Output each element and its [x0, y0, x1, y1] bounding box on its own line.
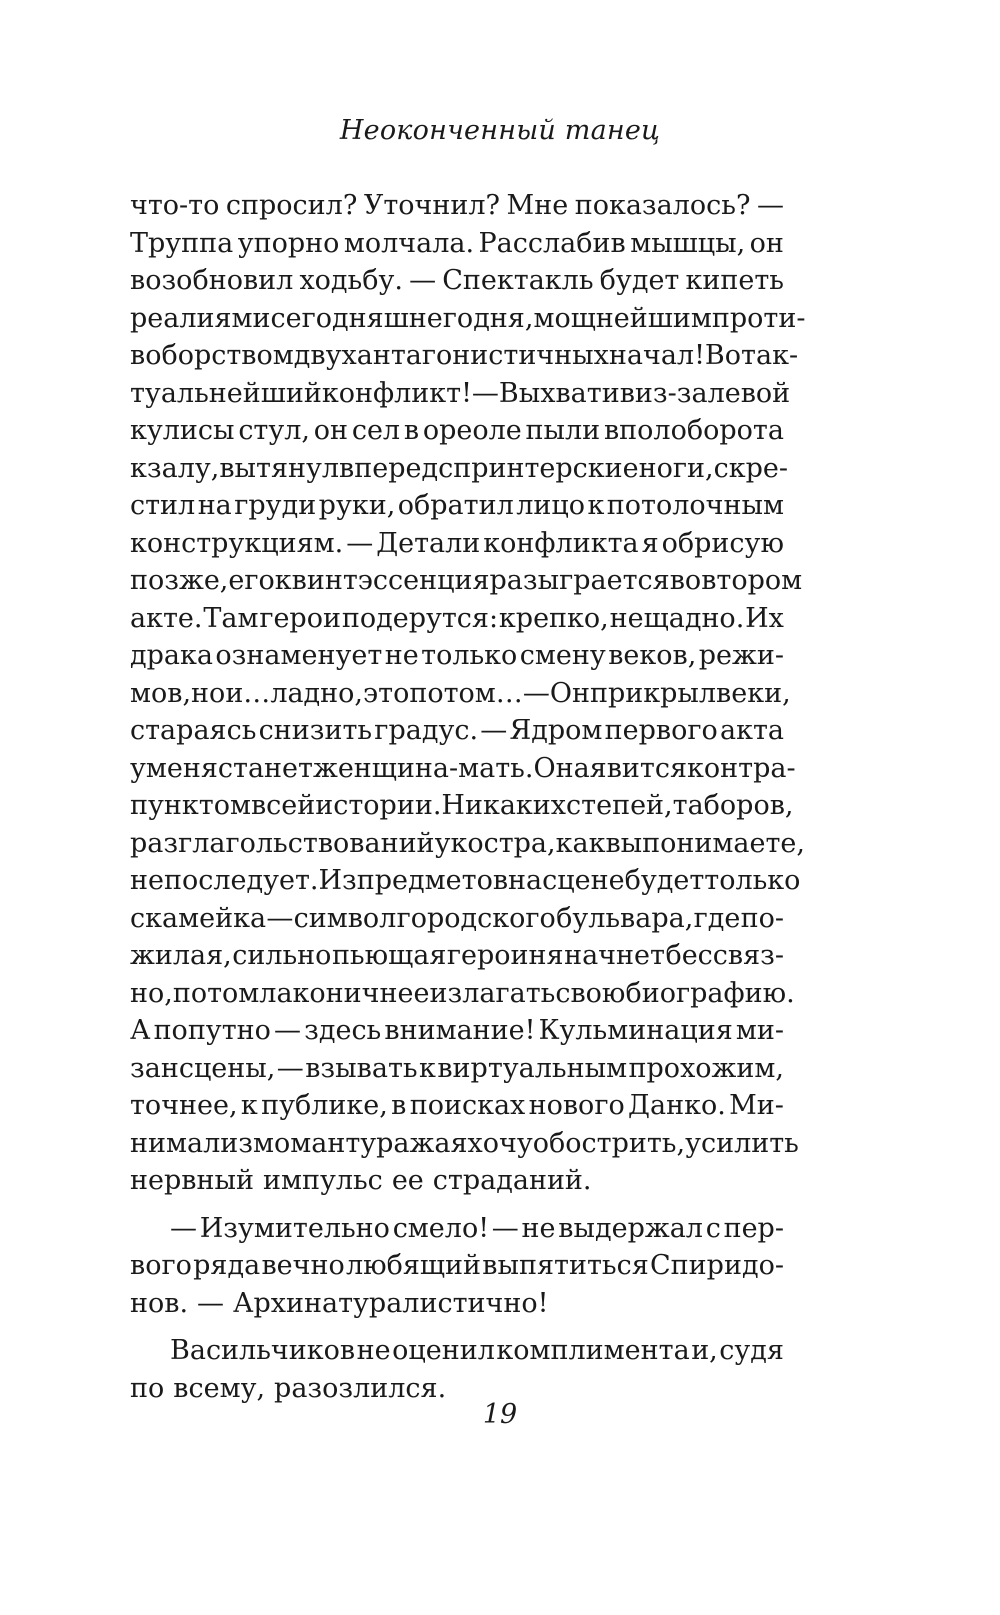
word: свою — [555, 977, 626, 1009]
word: разозлился. — [274, 1372, 447, 1404]
word: Из — [318, 865, 357, 896]
text-line — [130, 787, 794, 825]
word: ряда — [193, 1250, 261, 1281]
word: молчала. — [343, 227, 475, 259]
word: потолочным — [606, 490, 784, 521]
word: Никаких — [441, 790, 567, 821]
word: — — [197, 1287, 225, 1319]
text-line — [130, 1285, 784, 1323]
word: что-то — [130, 190, 220, 221]
word: костра, — [450, 827, 556, 859]
text-line — [130, 825, 805, 863]
word: мощнейшим — [533, 302, 712, 334]
word: у — [434, 827, 451, 859]
word: биографию. — [625, 977, 795, 1009]
text-line — [130, 637, 784, 675]
word: вперед — [339, 452, 439, 484]
word: это — [363, 677, 410, 709]
word: смену — [519, 640, 606, 671]
word: ходьбу. — [299, 265, 403, 296]
word: втором — [701, 565, 803, 596]
word: сегодняшнего — [270, 302, 474, 334]
word: залу, — [146, 452, 220, 484]
word: антуража — [311, 1127, 451, 1159]
word: Их — [745, 602, 784, 634]
word: кулисы — [130, 415, 235, 446]
word: и… — [225, 677, 271, 709]
word: реалиями — [130, 302, 271, 334]
word: будет — [599, 265, 680, 296]
word: — — [471, 377, 499, 409]
word: Расслабив — [478, 227, 626, 259]
word: хочу — [467, 1127, 533, 1159]
word: в — [403, 415, 420, 446]
word: явится — [589, 752, 687, 784]
word: ознаменует — [215, 640, 383, 671]
word: драка — [130, 640, 213, 671]
word: Архинатуралистично! — [233, 1287, 549, 1319]
text-line — [130, 1162, 784, 1200]
word: А — [130, 1015, 151, 1046]
word: судя — [719, 1335, 784, 1366]
text-line — [130, 1012, 784, 1050]
word: пунктом — [130, 790, 251, 821]
text-line — [130, 525, 784, 563]
word: нимализмом — [130, 1127, 312, 1159]
word: на — [508, 865, 543, 896]
text-line — [130, 412, 784, 450]
word: попутно — [153, 1015, 271, 1046]
word: нового — [528, 1090, 625, 1121]
word: Детали — [376, 527, 481, 559]
text-line — [130, 1247, 784, 1285]
word: Данко. — [628, 1090, 726, 1121]
text-line — [130, 1332, 784, 1370]
paragraph — [130, 1332, 784, 1407]
word: нещадно. — [609, 602, 745, 634]
word: я — [641, 527, 659, 559]
word: Кульминация — [538, 1015, 733, 1046]
word: конфликта — [483, 527, 639, 559]
word: ноги, — [638, 452, 714, 484]
word: всей — [250, 790, 316, 821]
word: дня, — [473, 302, 534, 334]
word: он — [313, 415, 349, 446]
word: не — [521, 1212, 556, 1244]
word: груди — [234, 490, 317, 521]
word: поисках — [409, 1090, 526, 1121]
word: антагонистичных — [356, 340, 609, 371]
word: из-за — [634, 377, 708, 409]
word: любящий — [345, 1250, 482, 1281]
word: — — [274, 1015, 301, 1046]
word: Он — [549, 677, 590, 709]
word: всему, — [173, 1372, 266, 1404]
word: обрисую — [661, 527, 784, 559]
word: к — [130, 452, 147, 484]
word: воборством — [130, 340, 294, 371]
text-line — [130, 1210, 784, 1248]
word: стул, — [238, 415, 310, 446]
word: Спектакль — [442, 265, 594, 296]
word: левой — [707, 377, 791, 409]
word: понимаете, — [642, 827, 805, 859]
text-line — [130, 187, 784, 225]
paragraph-gap — [130, 1200, 784, 1210]
word: разыграется — [489, 565, 670, 596]
word: — — [346, 527, 374, 559]
word: обострить, — [532, 1127, 686, 1159]
word: где — [693, 902, 741, 934]
word: истории. — [315, 790, 442, 821]
word: как — [555, 827, 606, 859]
word: показалось? — [574, 190, 751, 221]
word: комплимента — [496, 1335, 690, 1366]
word: снизить — [258, 715, 373, 746]
word: потом — [172, 977, 260, 1009]
word: не — [384, 640, 419, 671]
word: ее — [391, 1165, 424, 1196]
word: двух — [293, 340, 357, 371]
word: сильно — [232, 940, 332, 971]
text-line — [130, 562, 803, 600]
paragraph — [130, 1210, 784, 1323]
word: — — [266, 902, 294, 934]
word: веки, — [716, 677, 791, 709]
word: вы — [605, 827, 643, 859]
word: Ядром — [509, 715, 603, 746]
word: бульвара, — [556, 902, 694, 934]
word: лицо — [516, 490, 585, 521]
word: ми- — [735, 1015, 784, 1046]
word: только — [421, 640, 518, 671]
word: бессвяз- — [665, 940, 784, 971]
word: степей, — [566, 790, 673, 821]
word: спринтерские — [438, 452, 639, 484]
word: скамейка — [130, 902, 267, 934]
word: по — [130, 1372, 165, 1404]
word: зансцены, — [130, 1052, 276, 1084]
word: излагать — [429, 977, 556, 1009]
word: пыли — [525, 415, 601, 446]
word: выдержал — [558, 1212, 703, 1244]
word: предметов — [356, 865, 509, 896]
word: импульс — [262, 1165, 383, 1196]
word: жилая, — [130, 940, 232, 971]
word: символ — [293, 902, 397, 934]
text-line — [130, 1125, 799, 1163]
text-line — [130, 675, 791, 713]
word: Там — [203, 602, 259, 634]
word: в — [391, 1090, 407, 1121]
word: сел — [351, 415, 401, 446]
word: но, — [130, 977, 173, 1009]
word: Спиридо- — [650, 1250, 784, 1281]
word: режи- — [698, 640, 784, 671]
word: стил — [130, 490, 196, 521]
word: конструкциям. — [130, 527, 344, 559]
word: смело! — [392, 1212, 490, 1244]
word: проти- — [711, 302, 806, 334]
word: акта — [719, 715, 784, 746]
word: Труппа — [130, 227, 234, 259]
word: мов, — [130, 677, 192, 709]
word: мышцы, — [630, 227, 746, 259]
word: градус. — [374, 715, 479, 746]
word: будет — [624, 865, 705, 896]
word: — — [276, 1052, 304, 1084]
word: по- — [740, 902, 784, 934]
word: веков, — [608, 640, 697, 671]
word: ладно, — [270, 677, 364, 709]
word: не — [356, 1335, 391, 1366]
word: во — [669, 565, 702, 596]
word: только — [704, 865, 801, 896]
word: меня — [145, 752, 218, 784]
word: с — [705, 1212, 721, 1244]
word: возобновил — [130, 265, 294, 296]
word: вытянул — [219, 452, 340, 484]
word: Вот — [704, 340, 756, 371]
word: скре- — [713, 452, 789, 484]
word: стараясь — [130, 715, 257, 746]
word: прикрыл — [589, 677, 717, 709]
word: начнет — [564, 940, 665, 971]
word: страданий. — [432, 1165, 592, 1196]
word: здесь — [304, 1015, 382, 1046]
word: Изумительно — [199, 1212, 390, 1244]
word: прохожим, — [628, 1052, 784, 1084]
text-line — [130, 750, 796, 788]
paragraph-gap — [130, 1322, 784, 1332]
word: он — [749, 227, 784, 259]
text-line — [130, 600, 784, 638]
text-line — [130, 937, 784, 975]
word: начал! — [608, 340, 705, 371]
text-line — [130, 225, 784, 263]
word: руки, — [318, 490, 396, 521]
word: пьющая — [331, 940, 447, 971]
paragraph — [130, 187, 806, 1200]
word: первого — [604, 715, 718, 746]
word: Мне — [506, 190, 569, 221]
word: квинтэссенция — [274, 565, 490, 596]
word: разглагольствований — [130, 827, 435, 859]
word: к — [240, 1090, 258, 1121]
word: обратил — [397, 490, 514, 521]
word: сцене — [542, 865, 625, 896]
page-number: 19 — [482, 1399, 518, 1430]
word: ак- — [755, 340, 799, 371]
word: лаконичнее — [259, 977, 430, 1009]
word: спросил? — [225, 190, 358, 221]
word: туальнейший — [130, 377, 322, 409]
word: станет — [217, 752, 313, 784]
word: Она — [533, 752, 590, 784]
text-line — [130, 450, 789, 488]
word: пер- — [723, 1212, 784, 1244]
word: его — [228, 565, 275, 596]
word: и, — [691, 1335, 718, 1366]
word: к — [419, 1052, 436, 1084]
text-line — [130, 1050, 784, 1088]
word: героиня — [446, 940, 564, 971]
word: Выхватив — [498, 377, 635, 409]
word: городского — [396, 902, 556, 934]
text-line — [130, 712, 784, 750]
text-line — [130, 375, 791, 413]
word: усилить — [685, 1127, 799, 1159]
word: — — [480, 715, 508, 746]
word: потом… — [409, 677, 523, 709]
word: нов. — [130, 1287, 189, 1319]
text-line — [130, 862, 801, 900]
word: крепко, — [498, 602, 609, 634]
word: не — [130, 865, 164, 896]
word: ореоле — [422, 415, 522, 446]
text-line — [130, 300, 806, 338]
body-text — [130, 187, 806, 1407]
word: женщина-мать. — [312, 752, 534, 784]
word: позже, — [130, 565, 229, 596]
word: Ми- — [729, 1090, 784, 1121]
text-line — [130, 487, 784, 525]
word: — — [522, 677, 550, 709]
word: оценил — [392, 1335, 495, 1366]
word: упорно — [237, 227, 340, 259]
word: взывать — [305, 1052, 418, 1084]
word: контра- — [687, 752, 796, 784]
text-line — [130, 975, 795, 1013]
word: акте. — [130, 602, 203, 634]
word: внимание! — [384, 1015, 536, 1046]
word: — — [170, 1212, 197, 1244]
word: герои — [259, 602, 341, 634]
word: кипеть — [685, 265, 784, 296]
word: конфликт! — [321, 377, 472, 409]
word: к — [587, 490, 605, 521]
word: — — [757, 190, 784, 221]
word: Васильчиков — [170, 1335, 356, 1366]
running-head: Неоконченный танец — [339, 115, 661, 146]
word: выпятиться — [482, 1250, 649, 1281]
word: точнее, — [130, 1090, 238, 1121]
word: у — [130, 752, 146, 784]
word: но — [191, 677, 226, 709]
word: я — [450, 1127, 468, 1159]
word: виртуальным — [437, 1052, 628, 1084]
text-line — [130, 900, 784, 938]
text-line — [130, 1087, 784, 1125]
word: подерутся: — [341, 602, 499, 634]
word: вполоборота — [603, 415, 784, 446]
word: вечно — [261, 1250, 345, 1281]
word: вого — [130, 1250, 192, 1281]
word: на — [197, 490, 232, 521]
word: публике, — [261, 1090, 388, 1121]
word: — — [409, 265, 437, 296]
word: — — [491, 1212, 519, 1244]
text-line — [130, 337, 799, 375]
text-line — [130, 262, 784, 300]
word: Уточнил? — [363, 190, 501, 221]
word: таборов, — [672, 790, 794, 821]
word: последует. — [163, 865, 319, 896]
word: нервный — [130, 1165, 254, 1196]
